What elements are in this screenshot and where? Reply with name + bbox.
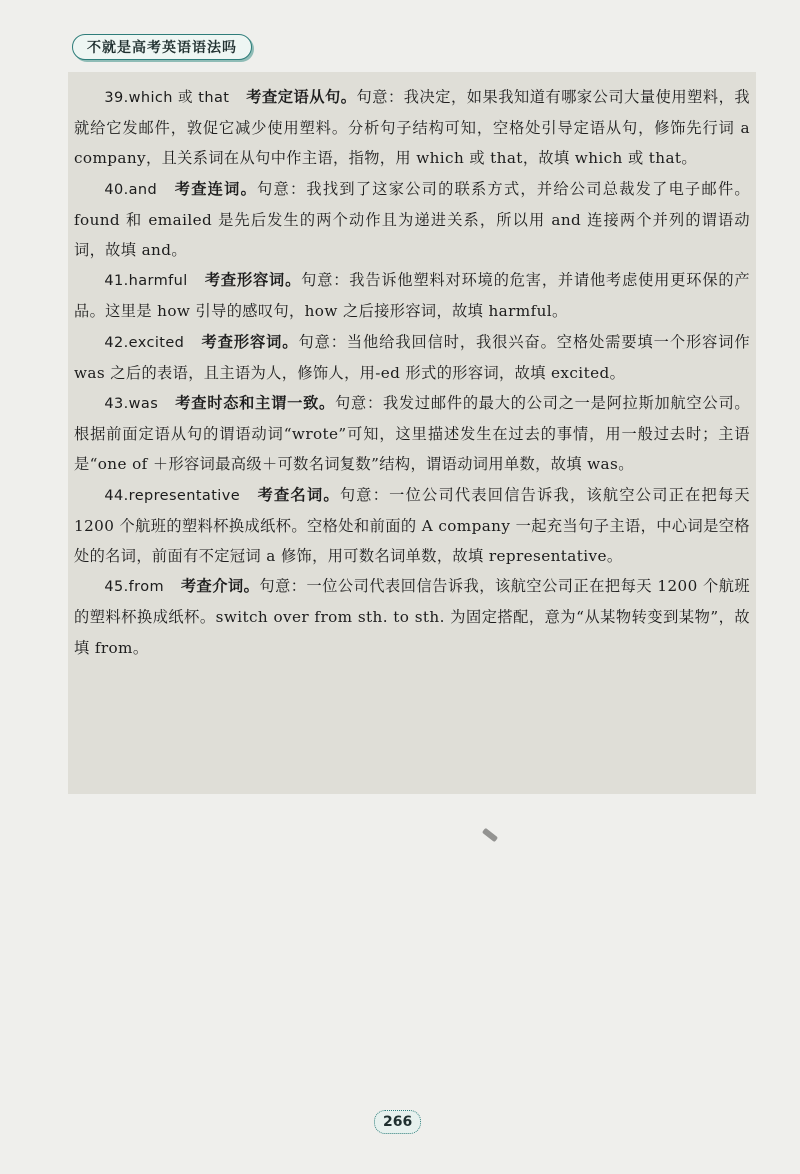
test-point-label: 考查名词。	[256, 485, 340, 504]
book-title: 不就是高考英语语法吗	[87, 40, 237, 56]
explanation-40	[74, 174, 750, 266]
explanation-text: 句意：我告诉他塑料对环境的危害，并请他考虑使用更环保的产品。这里是 how 引导的感叹句，how 之后接形容词，故填 harmful。	[74, 271, 751, 321]
page-number: 266	[383, 1114, 413, 1130]
explanation-text: 句意：一位公司代表回信告诉我，该航空公司正在把每天 1200 个航班的塑料杯换成纸杯。空格处和前面的 A company 一起充当句子主语，中心词是空格处的名词，前面有不定冠词 a 修饰，用可数名词单数，故填 representative。	[74, 485, 751, 566]
answer-explanations	[68, 72, 756, 794]
test-point-label: 考查连词。	[173, 179, 258, 198]
explanation-text: 句意：我发过邮件的最大的公司之一是阿拉斯加航空公司。根据前面定语从句的谓语动词“wrote”可知，这里描述发生在过去的事情，用一般过去时；主语是“one of ＋形容词最高级＋可数名词复数”结构，谓语动词用单数，故填 was。	[74, 394, 751, 474]
explanation-45	[74, 571, 750, 663]
explanation-text: 句意：当他给我回信时，我很兴奋。空格处需要填一个形容词作 was 之后的表语，且主语为人，修饰人，用-ed 形式的形容词，故填 excited。	[74, 332, 751, 382]
test-point-label: 考查定语从句。	[246, 88, 357, 106]
answer-text: 42.excited	[104, 334, 185, 351]
explanation-39	[74, 82, 750, 174]
answer-text: 40.and	[104, 181, 158, 198]
explanation-text: 句意：我决定，如果我知道有哪家公司大量使用塑料，我就给它发邮件，敦促它减少使用塑料。分析句子结构可知，空格处引导定语从句，修饰先行词 a company，且关系词在从句中作主语，指物，用 which 或 that，故填 which 或 that。	[74, 88, 751, 168]
test-point-label: 考查形容词。	[200, 332, 299, 351]
test-point-label: 考查时态和主谓一致。	[174, 394, 336, 413]
answer-text: 45.from	[104, 579, 164, 596]
answer-text: 43.was	[104, 396, 159, 413]
answer-text: 44.representative	[104, 487, 241, 504]
book-title-tag	[72, 34, 252, 60]
explanation-text: 句意：我找到了这家公司的联系方式，并给公司总裁发了电子邮件。found 和 emailed 是先后发生的两个动作且为递进关系，所以用 and 连接两个并列的谓语动词，故填 and。	[74, 179, 751, 260]
explanation-41	[74, 265, 750, 326]
ink-smudge	[482, 828, 498, 843]
page-number-badge	[374, 1110, 421, 1134]
answer-text: 41.harmful	[104, 273, 188, 290]
explanation-42	[74, 327, 750, 388]
test-point-label: 考查形容词。	[204, 271, 302, 290]
explanation-text: 句意：一位公司代表回信告诉我，该航空公司正在把每天 1200 个航班的塑料杯换成纸杯。switch over from sth. to sth. 为固定搭配，意为“从某物转变到某物”，故填 from。	[74, 577, 751, 657]
answer-text: 39.which 或 that	[104, 90, 230, 106]
explanation-43	[74, 388, 750, 480]
test-point-label: 考查介词。	[180, 577, 260, 596]
explanation-44	[74, 480, 750, 572]
